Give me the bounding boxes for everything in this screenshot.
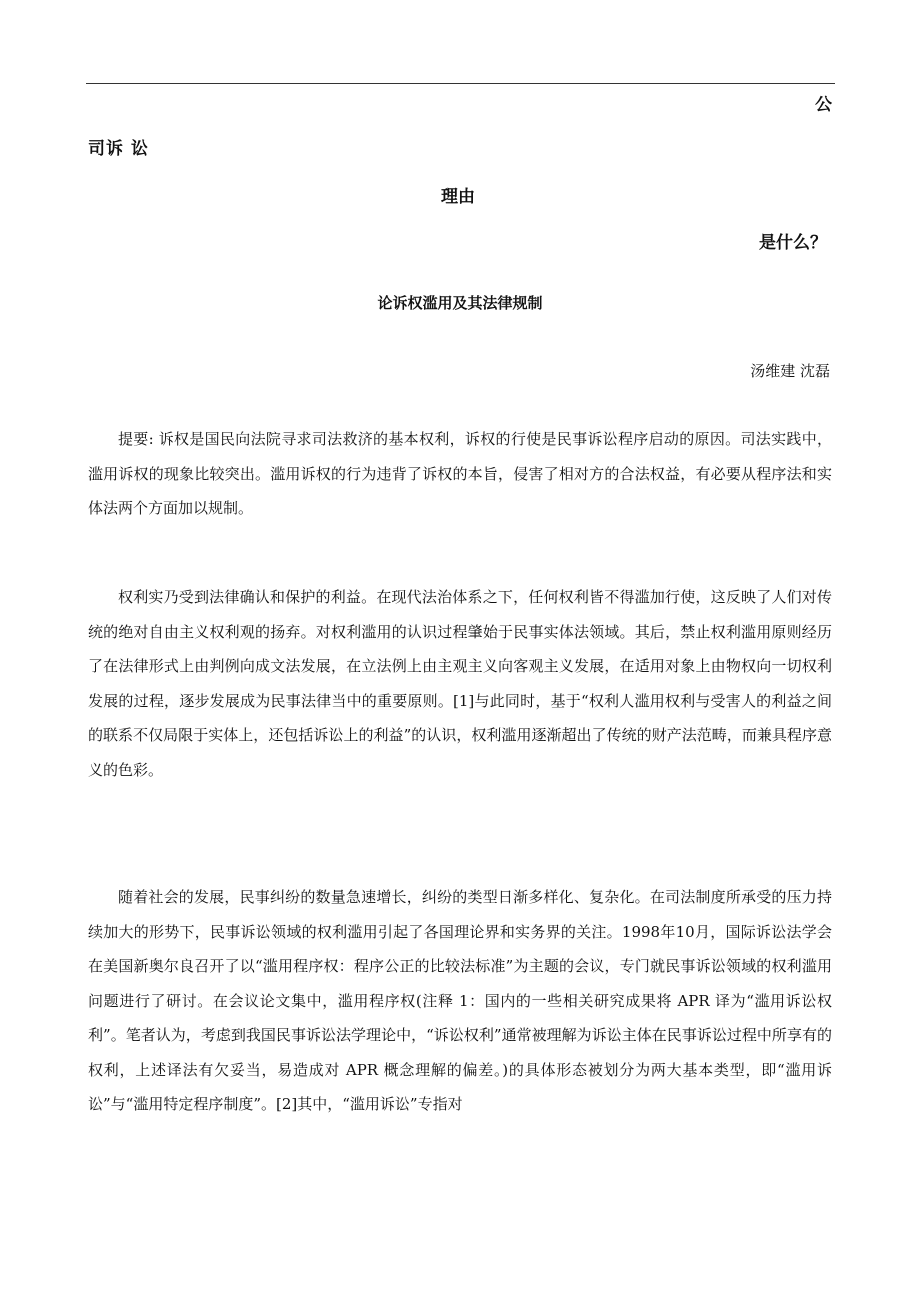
body-paragraph-2: 随着社会的发展，民事纠纷的数量急速增长，纠纷的类型日渐多样化、复杂化。在司法制度所承受的压力持续加大的形势下，民事诉讼领域的权利滥用引起了各国理论界和实务界的关注。1998年10月，国际诉讼法学会在美国新奥尔良召开了以“滥用程序权：程序公正的比较法标准”为主题的会议，专门就民事诉讼领域的权利滥用问题进行了研讨。在会议论文集中，滥用程序权(注释 1：国内的一些相关研究成果将 APR 译为“滥用诉讼权利”。笔者认为，考虑到我国民事诉讼法学理论中，“诉讼权利”通常被理解为诉讼主体在民事诉讼过程中所享有的权利，上述译法有欠妥当，易造成对 APR 概念理解的偏差。)的具体形态被划分为两大基本类型，即“滥用诉讼”与“滥用特定程序制度”。[2]其中，“滥用诉讼”专指对 <box>88 888 832 1113</box>
header-fragment-3: 理由 <box>441 187 475 207</box>
header-fragment-1: 公 <box>815 95 832 115</box>
header-rule <box>86 83 835 84</box>
header-fragment-2: 司诉 讼 <box>88 139 149 159</box>
article-title: 论诉权滥用及其法律规制 <box>377 294 543 312</box>
body-paragraph-1: 权利实乃受到法律确认和保护的利益。在现代法治体系之下，任何权利皆不得滥加行使，这反映了人们对传统的绝对自由主义权利观的扬弃。对权利滥用的认识过程肇始于民事实体法领域。其后，禁止权利滥用原则经历了在法律形式上由判例向成文法发展，在立法例上由主观主义向客观主义发展，在适用对象上由物权向一切权利发展的过程，逐步发展成为民事法律当中的重要原则。[1]与此同时，基于“权利人滥用权利与受害人的利益之间的联系不仅局限于实体上，还包括诉讼上的利益”的认识，权利滥用逐渐超出了传统的财产法范畴，而兼具程序意义的色彩。 <box>88 588 832 779</box>
header-fragment-4: 是什么？ <box>759 233 827 253</box>
article-authors: 汤维建 沈磊 <box>750 362 830 380</box>
abstract-paragraph: 提要: 诉权是国民向法院寻求司法救济的基本权利，诉权的行使是民事诉讼程序启动的原因。司法实践中，滥用诉权的现象比较突出。滥用诉权的行为违背了诉权的本旨，侵害了相对方的合法权益，有必要从程序法和实体法两个方面加以规制。 <box>88 430 832 517</box>
